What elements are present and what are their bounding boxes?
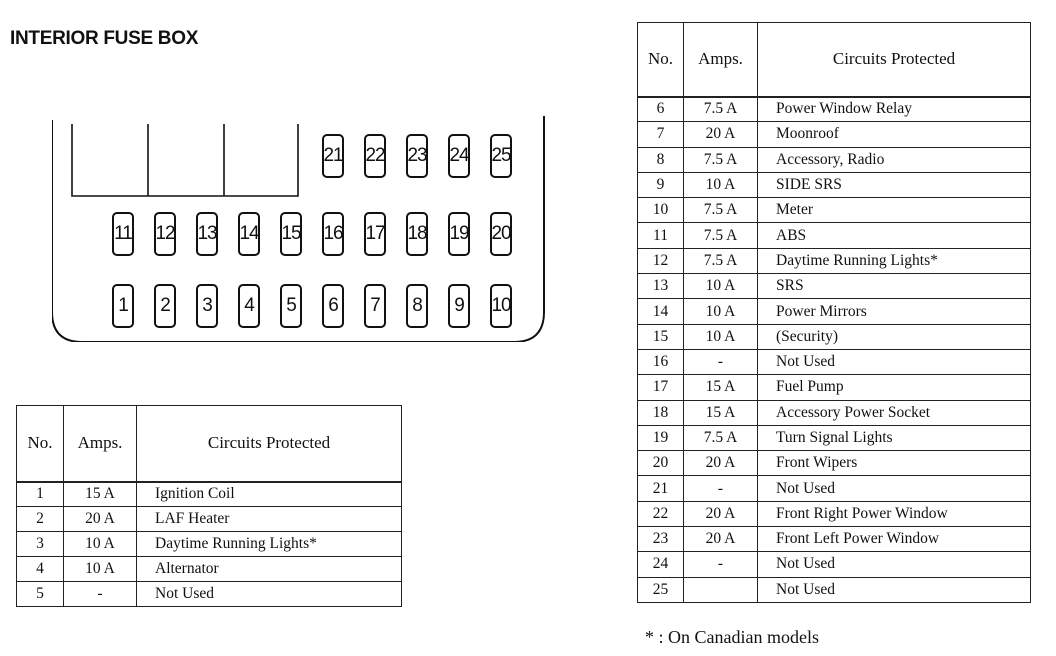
fuse-slot: 1 [112, 284, 134, 328]
table-row [638, 476, 1031, 501]
table-row [638, 97, 1031, 122]
cell-fuse-number: 16 [638, 349, 684, 374]
cell-fuse-number: 15 [638, 324, 684, 349]
cell-fuse-number: 2 [17, 507, 64, 532]
cell-amperage: 15 A [684, 400, 758, 425]
cell-circuit: Meter [758, 198, 1031, 223]
cell-circuit: Not Used [758, 349, 1031, 374]
cell-circuit: SIDE SRS [758, 172, 1031, 197]
cell-fuse-number: 12 [638, 248, 684, 273]
cell-amperage: 10 A [64, 557, 137, 582]
cell-fuse-number: 13 [638, 274, 684, 299]
fuse-slot: 24 [448, 134, 470, 178]
table-row [638, 375, 1031, 400]
table-row [638, 425, 1031, 450]
cell-circuit: Daytime Running Lights* [137, 532, 402, 557]
fuse-box-diagram [52, 116, 546, 342]
cell-amperage: 7.5 A [684, 425, 758, 450]
cell-amperage [684, 577, 758, 602]
cell-fuse-number: 22 [638, 501, 684, 526]
cell-fuse-number: 17 [638, 375, 684, 400]
fuse-slot: 20 [490, 212, 512, 256]
cell-circuit: Power Mirrors [758, 299, 1031, 324]
fuse-slot: 12 [154, 212, 176, 256]
cell-amperage: 10 A [64, 532, 137, 557]
cell-amperage: - [684, 349, 758, 374]
col-header-amps: Amps. [64, 406, 137, 482]
cell-amperage: 15 A [684, 375, 758, 400]
cell-circuit: Not Used [758, 552, 1031, 577]
cell-circuit: Turn Signal Lights [758, 425, 1031, 450]
cell-fuse-number: 7 [638, 122, 684, 147]
fuse-slot: 7 [364, 284, 386, 328]
cell-amperage: 7.5 A [684, 198, 758, 223]
cell-circuit: Front Right Power Window [758, 501, 1031, 526]
cell-circuit: Front Wipers [758, 451, 1031, 476]
fuse-slot: 4 [238, 284, 260, 328]
cell-circuit: Accessory, Radio [758, 147, 1031, 172]
cell-fuse-number: 10 [638, 198, 684, 223]
table-row [638, 400, 1031, 425]
cell-amperage: - [64, 582, 137, 607]
cell-circuit: Not Used [137, 582, 402, 607]
cell-fuse-number: 20 [638, 451, 684, 476]
cell-amperage: - [684, 552, 758, 577]
fuse-table-right [637, 22, 1031, 603]
fuse-slot: 18 [406, 212, 428, 256]
fuse-slot: 13 [196, 212, 218, 256]
fuse-slot: 9 [448, 284, 470, 328]
table-row [638, 324, 1031, 349]
table-row [17, 482, 402, 507]
cell-amperage: 20 A [684, 451, 758, 476]
table-row [638, 198, 1031, 223]
cell-circuit: Power Window Relay [758, 97, 1031, 122]
cell-amperage: 10 A [684, 324, 758, 349]
cell-circuit: Alternator [137, 557, 402, 582]
cell-fuse-number: 3 [17, 532, 64, 557]
page-title: INTERIOR FUSE BOX [10, 28, 199, 49]
table-row [638, 248, 1031, 273]
fuse-slot: 21 [322, 134, 344, 178]
cell-fuse-number: 21 [638, 476, 684, 501]
cell-fuse-number: 11 [638, 223, 684, 248]
cell-fuse-number: 5 [17, 582, 64, 607]
fuse-slot: 17 [364, 212, 386, 256]
table-row [638, 172, 1031, 197]
cell-circuit: Moonroof [758, 122, 1031, 147]
table-row [17, 582, 402, 607]
cell-amperage: - [684, 476, 758, 501]
cell-circuit: LAF Heater [137, 507, 402, 532]
table-row [638, 223, 1031, 248]
table-row [17, 557, 402, 582]
table-row [17, 532, 402, 557]
table-row [638, 577, 1031, 602]
col-header-no: No. [638, 23, 684, 97]
cell-amperage: 20 A [684, 501, 758, 526]
fuse-slot: 25 [490, 134, 512, 178]
cell-fuse-number: 4 [17, 557, 64, 582]
cell-amperage: 7.5 A [684, 223, 758, 248]
cell-fuse-number: 9 [638, 172, 684, 197]
cell-circuit: SRS [758, 274, 1031, 299]
cell-amperage: 7.5 A [684, 248, 758, 273]
fuse-slot: 16 [322, 212, 344, 256]
col-header-amps: Amps. [684, 23, 758, 97]
table-row [638, 527, 1031, 552]
col-header-no: No. [17, 406, 64, 482]
cell-amperage: 10 A [684, 274, 758, 299]
cell-fuse-number: 25 [638, 577, 684, 602]
fuse-slot: 6 [322, 284, 344, 328]
cell-circuit: Not Used [758, 476, 1031, 501]
cell-fuse-number: 24 [638, 552, 684, 577]
cell-circuit: Fuel Pump [758, 375, 1031, 400]
cell-circuit: (Security) [758, 324, 1031, 349]
cell-amperage: 7.5 A [684, 97, 758, 122]
table-row [17, 507, 402, 532]
cell-amperage: 20 A [684, 527, 758, 552]
cell-fuse-number: 19 [638, 425, 684, 450]
cell-amperage: 7.5 A [684, 147, 758, 172]
fuse-slot: 5 [280, 284, 302, 328]
fuse-table-left [16, 405, 402, 607]
fuse-slot: 22 [364, 134, 386, 178]
table-row [638, 552, 1031, 577]
cell-fuse-number: 18 [638, 400, 684, 425]
cell-fuse-number: 6 [638, 97, 684, 122]
fuse-slot: 23 [406, 134, 428, 178]
footnote: * : On Canadian models [645, 627, 819, 647]
fuse-slot: 10 [490, 284, 512, 328]
cell-circuit: Ignition Coil [137, 482, 402, 507]
fuse-slot: 15 [280, 212, 302, 256]
fuse-slot: 11 [112, 212, 134, 256]
cell-circuit: Not Used [758, 577, 1031, 602]
cell-amperage: 20 A [684, 122, 758, 147]
cell-amperage: 20 A [64, 507, 137, 532]
table-row [638, 147, 1031, 172]
cell-amperage: 10 A [684, 299, 758, 324]
cell-circuit: Front Left Power Window [758, 527, 1031, 552]
cell-amperage: 15 A [64, 482, 137, 507]
col-header-circuits: Circuits Protected [758, 23, 1031, 97]
fuse-slot: 3 [196, 284, 218, 328]
fuse-slot: 19 [448, 212, 470, 256]
table-row [638, 122, 1031, 147]
fuse-slot: 8 [406, 284, 428, 328]
table-row [638, 274, 1031, 299]
cell-circuit: Daytime Running Lights* [758, 248, 1031, 273]
cell-amperage: 10 A [684, 172, 758, 197]
cell-fuse-number: 1 [17, 482, 64, 507]
table-row [638, 501, 1031, 526]
table-row [638, 299, 1031, 324]
fuse-slot: 2 [154, 284, 176, 328]
cell-fuse-number: 23 [638, 527, 684, 552]
table-row [638, 451, 1031, 476]
cell-circuit: Accessory Power Socket [758, 400, 1031, 425]
cell-fuse-number: 14 [638, 299, 684, 324]
table-row [638, 349, 1031, 374]
cell-circuit: ABS [758, 223, 1031, 248]
fuse-slot: 14 [238, 212, 260, 256]
cell-fuse-number: 8 [638, 147, 684, 172]
col-header-circuits: Circuits Protected [137, 406, 402, 482]
